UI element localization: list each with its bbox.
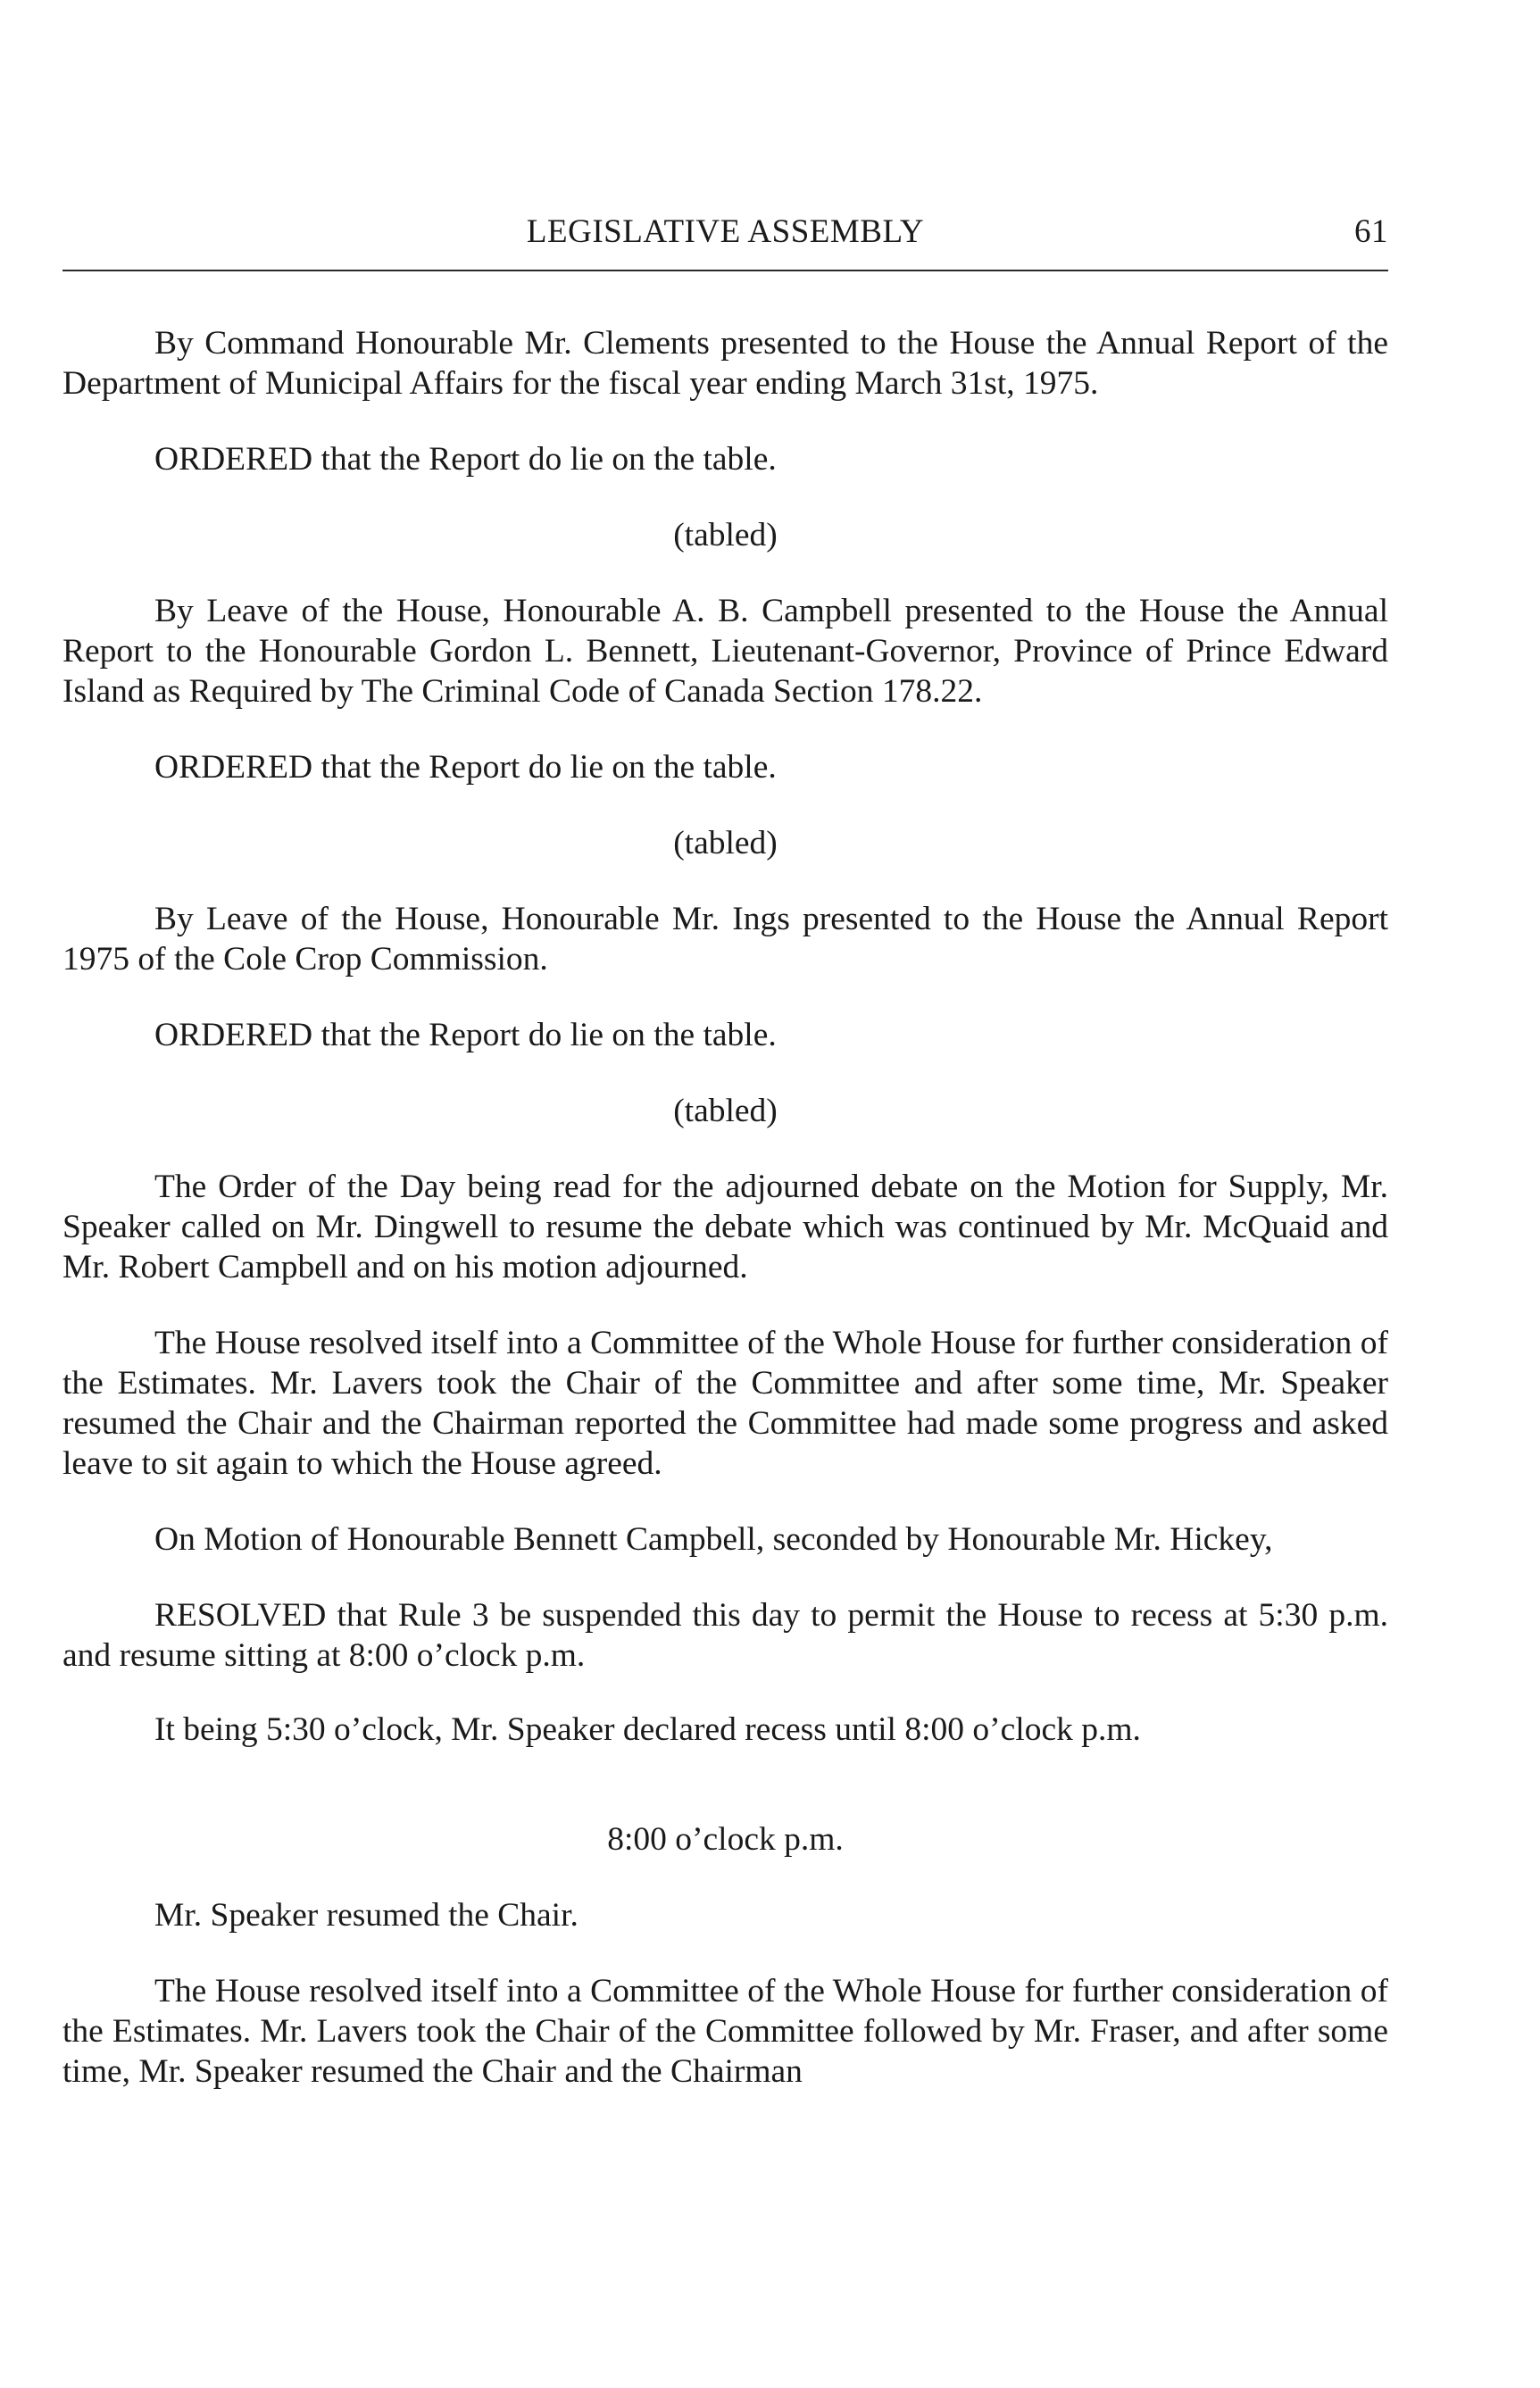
paragraph-resolved: RESOLVED that Rule 3 be suspended this day to permit the House to recess at 5:30 p.m. and resume sitting at 8:00 o’clock p.m. [62,1597,1388,1674]
tabled-note: (tabled) [673,517,778,553]
paragraph-committee-whole-evening: The House resolved itself into a Committee of the Whole House for further consideration of the Estimates. Mr. Lavers took the Chair of the Committee followed by Mr. Fraser, and after some time, Mr. Speaker resumed the Chair and the Chairman [62,1973,1388,2090]
document-page [62,0,1388,2388]
paragraph-committee-whole: The House resolved itself into a Committee of the Whole House for further consideration of the Estimates. Mr. Lavers took the Chair of the Committee and after some time, Mr. Speaker resumed the Chair and the Chairman reported the Committee had made some progress and asked leave to sit again to which the House agreed. [62,1325,1388,1482]
header-title: LEGISLATIVE ASSEMBLY [526,213,925,250]
paragraph-report-municipal-affairs: By Command Honourable Mr. Clements presented to the House the Annual Report of the Department of Municipal Affairs for the fiscal year ending March 31st, 1975. [62,325,1388,402]
time-heading: 8:00 o’clock p.m. [607,1821,844,1858]
header-rule [62,270,1388,271]
body-text [62,323,1388,2092]
paragraph-speaker-resumed: Mr. Speaker resumed the Chair. [154,1897,579,1934]
paragraph-ordered: ORDERED that the Report do lie on the table. [154,441,777,478]
tabled-note: (tabled) [673,1093,778,1129]
tabled-note: (tabled) [673,825,778,861]
page-number: 61 [1354,213,1388,250]
paragraph-report-criminal-code: By Leave of the House, Honourable A. B. Campbell presented to the House the Annual Report to the Honourable Gordon L. Bennett, Lieutenant-Governor, Province of Prince Edward Island as Required by The Criminal Code of Canada Section 178.22. [62,593,1388,710]
paragraph-ordered: ORDERED that the Report do lie on the table. [154,1017,777,1053]
running-header [62,212,1388,266]
paragraph-recess: It being 5:30 o’clock, Mr. Speaker declared recess until 8:00 o’clock p.m. [154,1711,1141,1748]
paragraph-order-of-day: The Order of the Day being read for the adjourned debate on the Motion for Supply, Mr. Speaker called on Mr. Dingwell to resume the debate which was continued by Mr. McQuaid and Mr. Robert Campbell and on his motion adjourned. [62,1169,1388,1286]
paragraph-report-cole-crop: By Leave of the House, Honourable Mr. Ings presented to the House the Annual Report 1975 of the Cole Crop Commission. [62,901,1388,978]
paragraph-ordered: ORDERED that the Report do lie on the table. [154,749,777,786]
paragraph-motion: On Motion of Honourable Bennett Campbell, seconded by Honourable Mr. Hickey, [154,1521,1273,1558]
